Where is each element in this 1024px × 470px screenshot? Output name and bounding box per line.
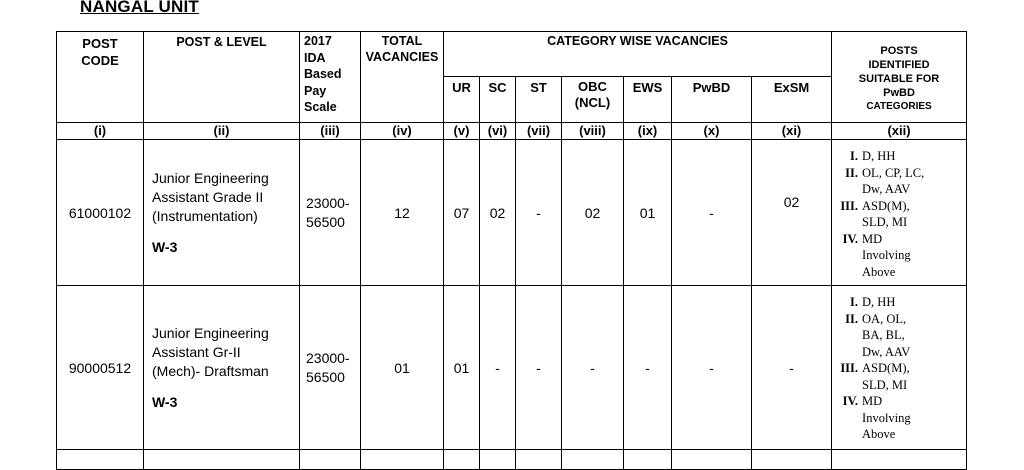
category-text: SLD, MI — [862, 215, 908, 229]
post-line: (Mech)- Draftsman — [152, 362, 269, 379]
category-number: I. — [850, 295, 859, 309]
header-pay-line2: IDA — [304, 50, 326, 65]
category-item — [832, 360, 966, 377]
header-post-code-line1: POST — [82, 36, 118, 51]
category-text: Above — [862, 427, 896, 441]
category-text: Involving — [862, 410, 911, 425]
empty-cell — [672, 450, 752, 470]
category-item — [832, 198, 966, 215]
header-category-wise: CATEGORY WISE VACANCIES — [444, 32, 832, 77]
header-pi-line2: IDENTIFIED — [868, 59, 930, 71]
pwbd-categories-cell — [832, 286, 967, 450]
empty-cell — [480, 450, 516, 470]
ews-cell: - — [624, 286, 672, 450]
category-item — [832, 165, 966, 182]
post-line: Junior Engineering — [152, 169, 269, 186]
header-pay-line3: Based — [304, 67, 342, 81]
category-text: Dw, AAV — [862, 344, 911, 359]
header-posts-identified — [832, 32, 967, 123]
index-cell: (iv) — [361, 123, 444, 140]
index-cell: (ii) — [144, 123, 300, 140]
header-post-level: POST & LEVEL — [144, 32, 300, 123]
category-number: IV. — [842, 394, 859, 408]
empty-cell — [444, 450, 480, 470]
empty-cell — [624, 450, 672, 470]
table-row — [57, 286, 967, 450]
category-text: ASD(M), — [862, 361, 910, 375]
pay-line: 23000- — [306, 349, 350, 366]
header-ews: EWS — [624, 77, 672, 123]
category-text: Involving — [862, 248, 911, 262]
sc-cell: 02 — [480, 140, 516, 286]
pwbd-categories-cell — [832, 140, 967, 286]
pay-line: 56500 — [306, 368, 345, 385]
category-text: Dw, AAV — [862, 182, 911, 196]
category-text: MD — [862, 394, 883, 408]
header-total-line2: VACANCIES — [365, 50, 439, 64]
empty-cell — [361, 450, 444, 470]
category-text: D, HH — [862, 295, 896, 309]
header-sc: SC — [480, 77, 516, 123]
level-label: W-3 — [152, 238, 178, 255]
category-number: III. — [840, 361, 859, 375]
sc-cell: - — [480, 286, 516, 450]
obc-cell: 02 — [562, 140, 624, 286]
header-obc-line1: OBC — [578, 79, 607, 94]
post-code-cell: 90000512 — [57, 286, 144, 450]
category-text: Above — [862, 264, 896, 279]
category-number: I. — [850, 149, 859, 163]
index-cell: (iii) — [300, 123, 361, 140]
empty-cell — [300, 450, 361, 470]
post-code-cell: 61000102 — [57, 140, 144, 286]
category-item — [832, 148, 966, 165]
empty-cell — [144, 450, 300, 470]
category-number: II. — [845, 311, 859, 326]
header-post-code — [57, 32, 144, 123]
header-obc — [562, 77, 624, 123]
table-row — [57, 140, 967, 286]
empty-cell — [832, 450, 967, 470]
index-row — [57, 123, 967, 140]
st-cell: - — [516, 286, 562, 450]
index-cell: (v) — [444, 123, 480, 140]
category-number: IV. — [842, 231, 859, 246]
header-st: ST — [516, 77, 562, 123]
post-line: Assistant Gr-II — [152, 343, 241, 360]
category-item — [832, 231, 966, 248]
index-cell: (vii) — [516, 123, 562, 140]
empty-cell — [752, 450, 832, 470]
category-text: ASD(M), — [862, 198, 910, 213]
index-cell: (xi) — [752, 123, 832, 140]
unit-title: NANGAL UNIT — [80, 0, 199, 16]
total-vacancies-cell: 01 — [361, 286, 444, 450]
ur-cell: 07 — [444, 140, 480, 286]
empty-cell — [516, 450, 562, 470]
header-pay-line4: Pay — [304, 83, 327, 98]
category-text: SLD, MI — [862, 377, 908, 392]
pwbd-cell: - — [672, 140, 752, 286]
category-text: OL, CP, LC, — [862, 165, 925, 180]
vacancy-table — [56, 31, 967, 470]
category-text: OA, OL, — [862, 311, 907, 326]
category-number: III. — [840, 198, 859, 213]
header-post-code-line2: CODE — [81, 53, 119, 68]
header-pay-line1: 2017 — [304, 34, 332, 48]
category-text: BA, BL, — [862, 328, 905, 342]
index-cell: (viii) — [562, 123, 624, 140]
header-pi-line4: PwBD — [883, 87, 915, 99]
header-total-vacancies — [361, 32, 444, 123]
ews-cell: 01 — [624, 140, 672, 286]
header-pi-line3: SUITABLE FOR — [858, 73, 940, 85]
index-cell: (xii) — [832, 123, 967, 140]
exsm-cell: - — [752, 286, 832, 450]
category-item — [832, 311, 966, 328]
level-label: W-3 — [152, 393, 178, 410]
header-ur: UR — [444, 77, 480, 123]
pay-line: 56500 — [306, 213, 345, 230]
post-level-cell — [144, 140, 300, 286]
empty-cell — [57, 450, 144, 470]
ur-cell: 01 — [444, 286, 480, 450]
header-pi-line5: CATEGORIES — [866, 101, 932, 112]
post-line: Junior Engineering — [152, 324, 269, 341]
header-pi-line1: POSTS — [880, 45, 918, 57]
pay-line: 23000- — [306, 194, 350, 211]
header-pwbd: PwBD — [672, 77, 752, 123]
index-cell: (vi) — [480, 123, 516, 140]
table-row — [57, 450, 967, 470]
total-vacancies-cell: 12 — [361, 140, 444, 286]
category-text: MD — [862, 231, 883, 246]
post-line: (Instrumentation) — [152, 207, 258, 224]
obc-cell: - — [562, 286, 624, 450]
st-cell: - — [516, 140, 562, 286]
pay-scale-cell — [300, 140, 361, 286]
category-text: D, HH — [862, 149, 896, 163]
header-exsm: ExSM — [752, 77, 832, 123]
category-number: II. — [845, 165, 859, 180]
index-cell: (ix) — [624, 123, 672, 140]
pay-scale-cell — [300, 286, 361, 450]
post-level-cell — [144, 286, 300, 450]
index-cell: (i) — [57, 123, 144, 140]
header-pay-line5: Scale — [304, 100, 337, 114]
post-line: Assistant Grade II — [152, 188, 264, 205]
empty-cell — [562, 450, 624, 470]
category-item — [832, 393, 966, 410]
pwbd-cell: - — [672, 286, 752, 450]
header-obc-line2: (NCL) — [574, 95, 611, 110]
header-pay-scale — [300, 32, 361, 123]
index-cell: (x) — [672, 123, 752, 140]
exsm-cell: 02 — [752, 140, 832, 286]
category-item — [832, 294, 966, 311]
header-total-line1: TOTAL — [381, 34, 423, 48]
